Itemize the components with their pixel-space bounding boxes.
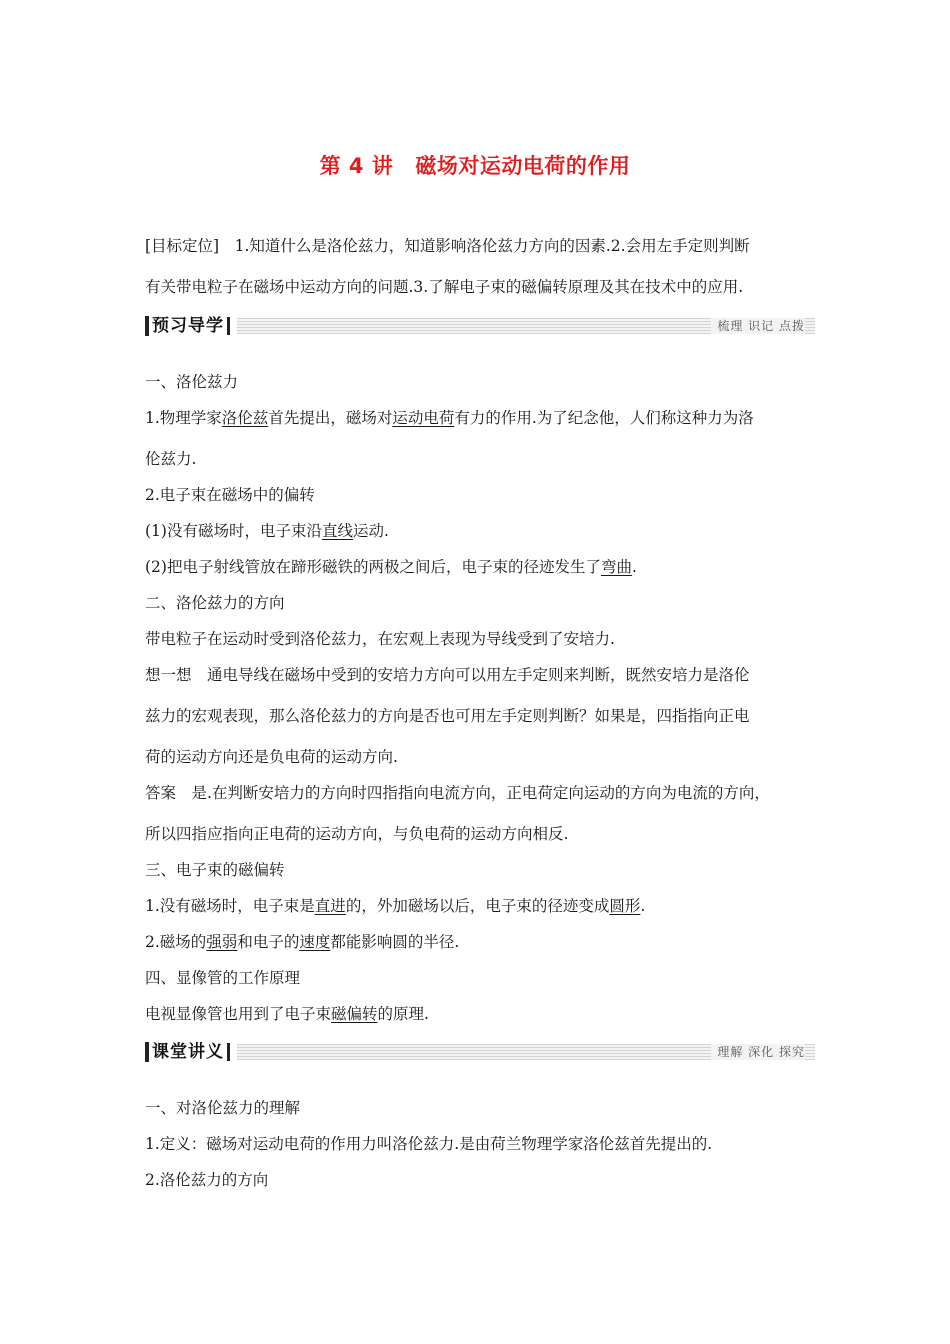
heading-2: 二、洛伦兹力的方向 bbox=[145, 594, 285, 612]
paragraph: 2.电子束在磁场中的偏转 bbox=[145, 486, 315, 504]
heading-3: 三、电子束的磁偏转 bbox=[145, 861, 285, 879]
banner-tags: 理解 深化 探究 bbox=[711, 1044, 805, 1060]
banner-tags: 梳理 识记 点拨 bbox=[711, 318, 805, 334]
think-paragraph: 兹力的宏观表现，那么洛伦兹力的方向是否也可用左手定则判断？如果是，四指指向正电 bbox=[145, 707, 750, 725]
lesson-topic: 磁场对运动电荷的作用 bbox=[415, 154, 631, 178]
think-paragraph: 想一想 通电导线在磁场中受到的安培力方向可以用左手定则来判断，既然安培力是洛伦 bbox=[145, 666, 750, 684]
banner-label: 预习导学 bbox=[152, 315, 230, 337]
paragraph: 电视显像管也用到了电子束磁偏转的原理. bbox=[145, 1005, 429, 1023]
paragraph: (2)把电子射线管放在蹄形磁铁的两极之间后，电子束的径迹发生了弯曲. bbox=[145, 558, 637, 576]
heading-1: 一、对洛伦兹力的理解 bbox=[145, 1099, 301, 1117]
heading-4: 四、显像管的工作原理 bbox=[145, 969, 301, 987]
think-paragraph: 荷的运动方向还是负电荷的运动方向. bbox=[145, 748, 398, 766]
paragraph: 1.物理学家洛伦兹首先提出，磁场对运动电荷有力的作用.为了纪念他，人们称这种力为洛 bbox=[145, 409, 754, 427]
paragraph: 伦兹力. bbox=[145, 450, 197, 468]
section-banner-preview bbox=[145, 316, 815, 336]
banner-label: 课堂讲义 bbox=[152, 1041, 230, 1063]
heading-1: 一、洛伦兹力 bbox=[145, 373, 239, 391]
lesson-title bbox=[0, 150, 950, 180]
paragraph: 1.定义：磁场对运动电荷的作用力叫洛伦兹力.是由荷兰物理学家洛伦兹首先提出的. bbox=[145, 1135, 713, 1153]
banner-bar bbox=[145, 1042, 149, 1062]
paragraph: 2.磁场的强弱和电子的速度都能影响圆的半径. bbox=[145, 933, 460, 951]
paragraph: (1)没有磁场时，电子束沿直线运动. bbox=[145, 522, 389, 540]
paragraph: 带电粒子在运动时受到洛伦兹力，在宏观上表现为导线受到了安培力. bbox=[145, 630, 615, 648]
goals-line-2: 有关带电粒子在磁场中运动方向的问题.3.了解电子束的磁偏转原理及其在技术中的应用. bbox=[145, 278, 744, 296]
banner-bar bbox=[145, 316, 149, 336]
paragraph: 1.没有磁场时，电子束是直进的，外加磁场以后，电子束的径迹变成圆形. bbox=[145, 897, 646, 915]
lesson-number: 第 4 讲 bbox=[319, 154, 394, 178]
goals-line-1: [目标定位] 1.知道什么是洛伦兹力，知道影响洛伦兹力方向的因素.2.会用左手定则判断 bbox=[145, 237, 750, 255]
section-banner-lecture bbox=[145, 1042, 815, 1062]
answer-paragraph: 答案 是.在判断安培力的方向时四指指向电流方向，正电荷定向运动的方向为电流的方向， bbox=[145, 784, 770, 802]
paragraph: 2.洛伦兹力的方向 bbox=[145, 1171, 269, 1189]
answer-paragraph: 所以四指应指向正电荷的运动方向，与负电荷的运动方向相反. bbox=[145, 825, 569, 843]
